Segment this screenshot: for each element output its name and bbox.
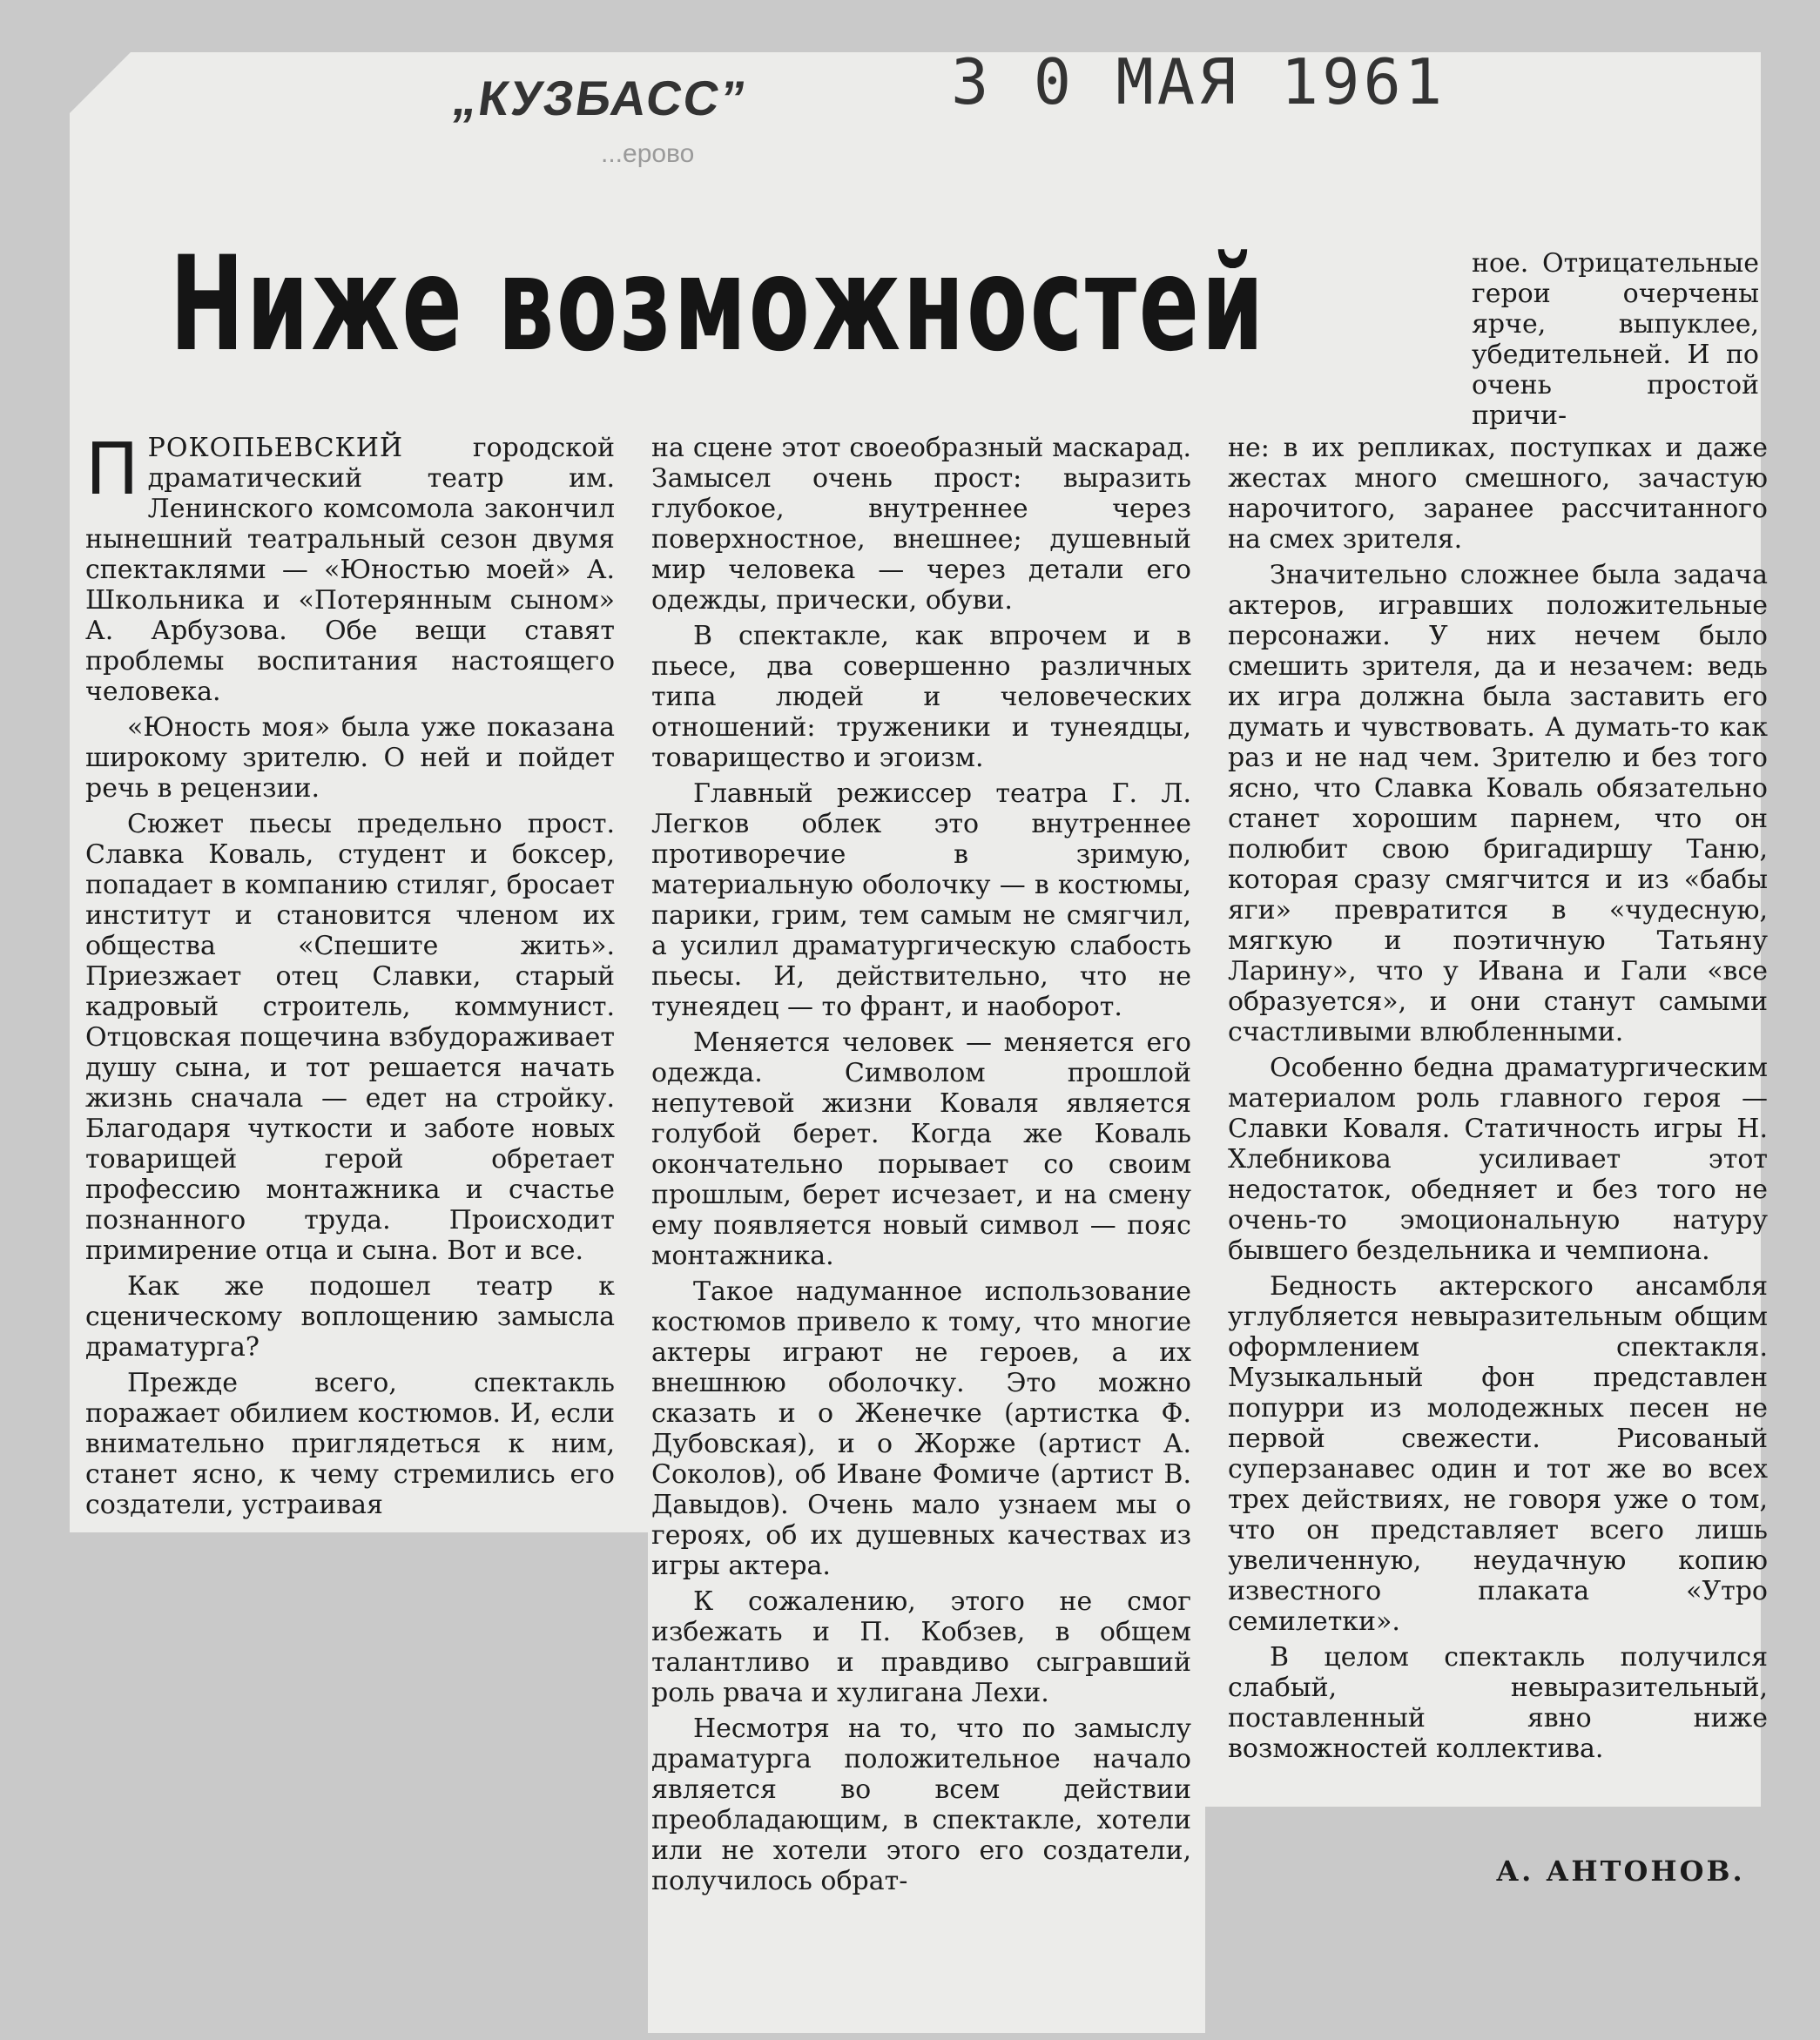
paragraph: Сюжет пьесы предельно прост. Славка Коваль, студент и боксер, попадает в компанию стиляг, бросает институт и становится членом их общества «Спешите жить». Приезжает отец Славки, старый кадровый строитель, коммунист. Отцовская пощечина взбудораживает душу сына, и тот решается начать жизнь сначала — едет на стройку. Благодаря чуткости и заботе новых товарищей герой обретает профессию монтажника и счастье познанного труда. Происходит примирение отца и сына. Вот и все. bbox=[85, 809, 615, 1266]
paragraph: К сожалению, этого не смог избежать и П. Кобзев, в общем талантливо и правдиво сыгравший роль рвача и хулигана Лехи. bbox=[651, 1586, 1191, 1708]
paragraph bbox=[85, 428, 615, 707]
paragraph: не: в их репликах, поступках и даже жестах много смешного, зачастую нарочитого, заранее рассчитанного на смех зрителя. bbox=[1228, 433, 1768, 555]
article-column-3 bbox=[1228, 433, 1768, 1769]
paragraph: Несмотря на то, что по замыслу драматурга положительное начало является во всем действии преобладающим, в спектакле, хотели или не хотели этого его создатели, получилось обрат- bbox=[651, 1713, 1191, 1896]
paragraph: Меняется человек — меняется его одежда. Символом прошлой непутевой жизни Коваля является голубой берет. Когда же Коваль окончательно порывает со своим прошлым, берет исчезает, и на смену ему появляется новый символ — пояс монтажника. bbox=[651, 1027, 1191, 1271]
paragraph: Такое надуманное использование костюмов привело к тому, что многие актеры играют не героев, а их внешнюю оболочку. Это можно сказать и о Женечке (артистка Ф. Дубовская), и о Жорже (артист А. Соколов), об Иване Фомиче (артист В. Давыдов). Очень мало узнаем мы о героях, об их душевных качествах из игры актера. bbox=[651, 1276, 1191, 1581]
clipping-cut-corner bbox=[70, 52, 131, 113]
date-stamp: 3 0 МАЯ 1961 bbox=[951, 45, 1446, 118]
paragraph: «Юность моя» была уже показана широкому зрителю. О ней и пойдет речь в рецензии. bbox=[85, 712, 615, 804]
paragraph: Особенно бедна драматургическим материалом роль главного героя — Славки Коваля. Статичность игры Н. Хлебникова усиливает этот недостаток, обедняет и без того не очень-то эмоциональную натуру бывшего бездельника и чемпиона. bbox=[1228, 1053, 1768, 1266]
paragraph: Значительно сложнее была задача актеров, игравших положительные персонажи. У них нечем было смешить зрителя, да и незачем: ведь их игра должна была заставить его думать и чувствовать. А думать-то как раз и не над чем. Зрителю и без того ясно, что Славка Коваль обязательно станет хорошим парнем, что он полюбит свою бригадиршу Таню, которая сразу смягчится и из «бабы яги» превратится в «чудесную, мягкую и поэтичную Татьяну Ларину», что у Ивана и Гали «все образуется», и они станут самыми счастливыми влюбленными. bbox=[1228, 560, 1768, 1047]
paragraph: Бедность актерского ансамбля углубляется невыразительным общим оформлением спектакля. Музыкальный фон представлен попурри из молодежных песен не первой свежести. Рисованый суперзанавес один и тот же во всех трех действиях, не говоря уже о том, что он представляет всего лишь увеличенную, неудачную копию известного плаката «Утро семилетки». bbox=[1228, 1271, 1768, 1637]
drop-cap: П bbox=[85, 428, 139, 511]
paragraph: Главный режиссер театра Г. Л. Легков облек это внутреннее противоречие в зримую, материальную оболочку — в костюмы, парики, грим, тем самым не смягчил, а усилил драматургическую слабость пьесы. И, действительно, что не тунеядец — то франт, и наоборот. bbox=[651, 778, 1191, 1022]
paragraph-text: городской драматический театр им. Ленинского комсомола закончил нынешний театральный сезон двумя спектаклями — «Юностью моей» А. Школьника и «Потерянным сыном» А. Арбузова. Обе вещи ставят проблемы воспитания настоящего человека. bbox=[85, 433, 615, 707]
paragraph: на сцене этот своеобразный маскарад. Замысел очень прост: выразить глубокое, внутреннее через поверхностное, внешнее; душевный мир человека — через детали его одежды, прически, обуви. bbox=[651, 433, 1191, 616]
author-signature: А. АНТОНОВ. bbox=[1496, 1855, 1745, 1888]
paragraph: ное. Отрицательные герои очерчены ярче, выпуклее, убедительней. И по очень простой причи- bbox=[1472, 248, 1759, 431]
article-column-3-top bbox=[1472, 248, 1759, 436]
article-column-1 bbox=[85, 428, 615, 1525]
article-headline: Ниже возможностей bbox=[170, 229, 1266, 380]
lead-word: РОКОПЬЕВСКИЙ bbox=[147, 433, 404, 463]
article-column-2 bbox=[651, 433, 1191, 1902]
newspaper-city: ...ерово bbox=[601, 139, 695, 168]
paragraph: В целом спектакль получился слабый, невыразительный, поставленный явно ниже возможностей коллектива. bbox=[1228, 1642, 1768, 1764]
paragraph: Прежде всего, спектакль поражает обилием костюмов. И, если внимательно приглядеться к ним, станет ясно, к чему стремились его создатели, устраивая bbox=[85, 1368, 615, 1520]
paragraph: Как же подошел театр к сценическому воплощению замысла драматурга? bbox=[85, 1271, 615, 1363]
newspaper-name: „КУЗБАСС” bbox=[448, 71, 751, 125]
paragraph: В спектакле, как впрочем и в пьесе, два совершенно различных типа людей и человеческих отношений: труженики и тунеядцы, товарищество и эгоизм. bbox=[651, 621, 1191, 773]
